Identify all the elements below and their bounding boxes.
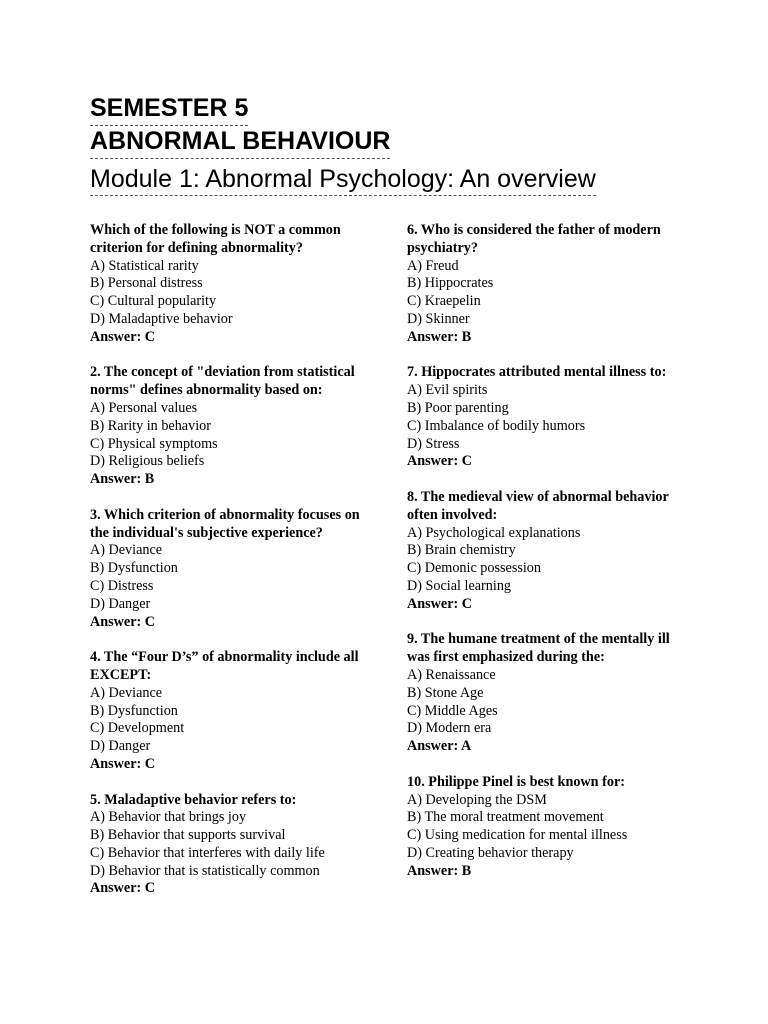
question-5 — [90, 792, 380, 899]
question-text: 4. The “Four D’s” of abnormality include all EXCEPT: — [90, 649, 359, 683]
question-3 — [90, 507, 380, 632]
question-8 — [407, 489, 692, 614]
option-b: B) Hippocrates — [407, 275, 494, 292]
question-text: 2. The concept of "deviation from statistical norms" defines abnormality based on: — [90, 364, 355, 399]
question-10 — [407, 774, 692, 881]
option-d: D) Modern era — [407, 720, 492, 737]
option-b: B) The moral treatment movement — [407, 809, 604, 826]
option-d: D) Social learning — [407, 577, 512, 594]
option-d: D) Danger — [90, 738, 151, 755]
option-b: B) Rarity in behavior — [90, 417, 211, 434]
module-title: Module 1: Abnormal Psychology: An overview — [90, 163, 596, 196]
answer-key: Answer: B — [407, 328, 472, 345]
option-d: D) Creating behavior therapy — [407, 844, 574, 861]
answer-key: Answer: C — [90, 328, 156, 345]
answer-key: Answer: C — [90, 613, 156, 630]
question-text: 3. Which criterion of abnormality focuses on the individual's subjective experience? — [90, 506, 360, 541]
option-b: B) Brain chemistry — [407, 542, 516, 559]
option-a: A) Personal values — [90, 399, 198, 416]
option-c: C) Middle Ages — [407, 702, 498, 719]
answer-key: Answer: C — [407, 595, 473, 612]
option-c: C) Using medication for mental illness — [407, 827, 628, 844]
option-a: A) Freud — [407, 257, 459, 274]
document-page — [90, 92, 690, 897]
option-c: C) Demonic possession — [407, 560, 541, 577]
question-text: 10. Philippe Pinel is best known for: — [407, 773, 625, 790]
option-b: B) Dysfunction — [90, 702, 178, 719]
question-text: 8. The medieval view of abnormal behavior often involved: — [407, 488, 669, 523]
option-d: D) Behavior that is statistically common — [90, 862, 320, 879]
answer-key: Answer: C — [90, 880, 156, 897]
option-d: D) Maladaptive behavior — [90, 310, 233, 327]
course-heading: ABNORMAL BEHAVIOUR — [90, 125, 390, 159]
option-b: B) Dysfunction — [90, 560, 178, 577]
option-d: D) Religious beliefs — [90, 453, 205, 470]
question-2 — [90, 364, 380, 489]
answer-key: Answer: C — [407, 453, 473, 470]
semester-heading: SEMESTER 5 — [90, 92, 248, 126]
question-1 — [90, 222, 380, 347]
option-d: D) Skinner — [407, 310, 470, 327]
option-a: A) Statistical rarity — [90, 257, 199, 274]
answer-key: Answer: C — [90, 755, 156, 772]
question-text: Which of the following is NOT a common criterion for defining abnormality? — [90, 222, 341, 256]
option-a: A) Behavior that brings joy — [90, 809, 247, 826]
question-text: 9. The humane treatment of the mentally ill was first emphasized during the: — [407, 631, 670, 666]
answer-key: Answer: B — [407, 862, 472, 879]
option-c: C) Distress — [90, 577, 154, 594]
option-d: D) Stress — [407, 435, 460, 452]
option-c: C) Imbalance of bodily humors — [407, 417, 586, 434]
answer-key: Answer: B — [90, 471, 155, 488]
right-column — [407, 222, 692, 898]
question-4 — [90, 649, 380, 774]
option-a: A) Deviance — [90, 684, 163, 701]
option-b: B) Behavior that supports survival — [90, 827, 286, 844]
option-a: A) Evil spirits — [407, 382, 488, 399]
option-c: C) Physical symptoms — [90, 435, 218, 452]
answer-key: Answer: A — [407, 738, 472, 755]
option-a: A) Renaissance — [407, 666, 496, 683]
question-9 — [407, 631, 692, 756]
question-text: 7. Hippocrates attributed mental illness to: — [407, 364, 667, 381]
question-7 — [407, 364, 692, 471]
option-c: C) Behavior that interferes with daily life — [90, 844, 325, 861]
option-d: D) Danger — [90, 595, 151, 612]
left-column — [90, 222, 380, 916]
question-text: 5. Maladaptive behavior refers to: — [90, 791, 297, 808]
option-a: A) Developing the DSM — [407, 791, 547, 808]
option-c: C) Kraepelin — [407, 293, 481, 310]
option-c: C) Development — [90, 720, 185, 737]
option-a: A) Deviance — [90, 542, 163, 559]
option-b: B) Personal distress — [90, 275, 203, 292]
question-6 — [407, 222, 692, 347]
option-b: B) Stone Age — [407, 684, 484, 701]
option-b: B) Poor parenting — [407, 399, 509, 416]
option-a: A) Psychological explanations — [407, 524, 581, 541]
question-text: 6. Who is considered the father of modern psychiatry? — [407, 222, 661, 256]
option-c: C) Cultural popularity — [90, 293, 217, 310]
